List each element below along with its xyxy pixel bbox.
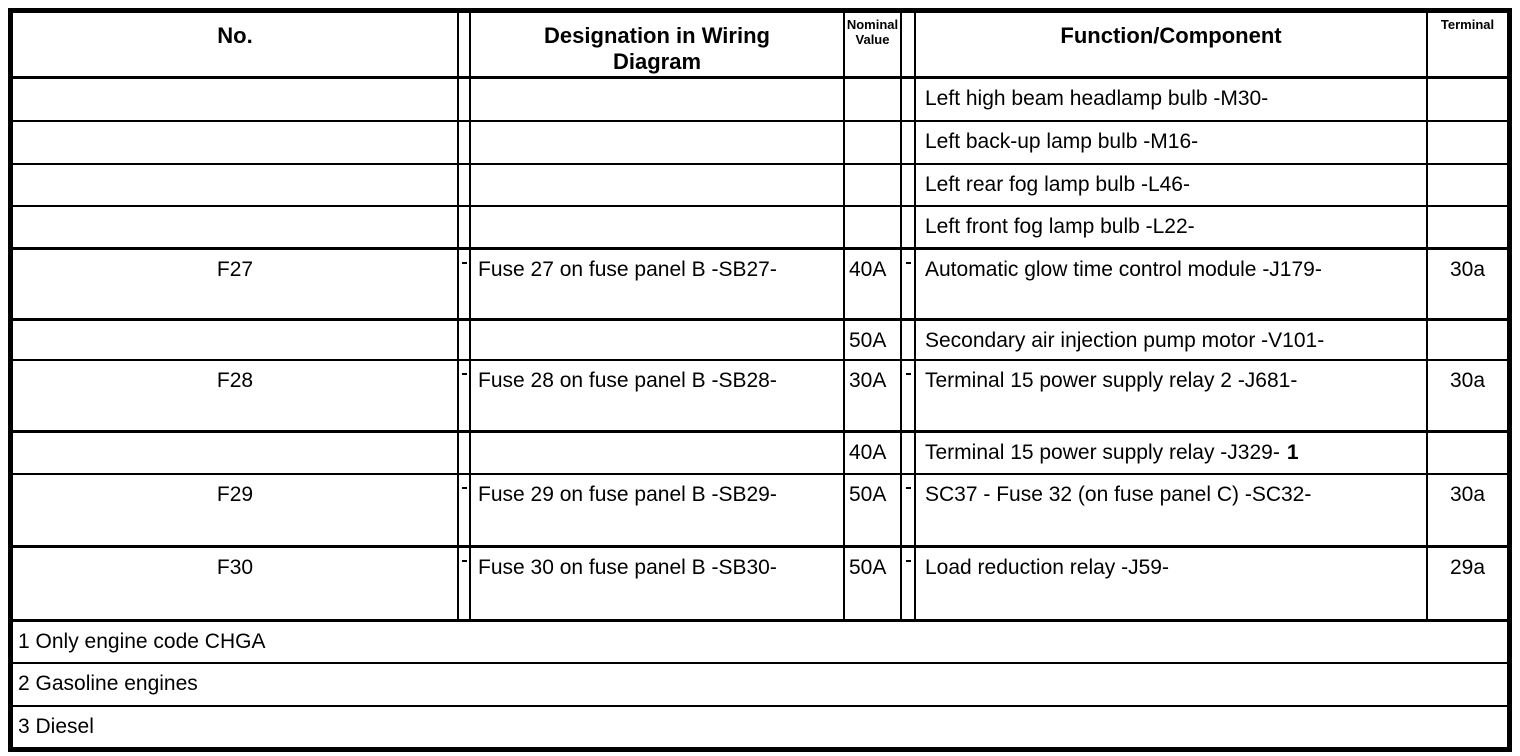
header-designation [471, 13, 845, 76]
nominal-cell: 50A [845, 475, 902, 545]
terminal-cell [1428, 321, 1507, 359]
table-header-row [13, 13, 1507, 79]
header-no: No. [13, 13, 459, 76]
no-cell [13, 433, 459, 473]
designation-cell: Fuse 29 on fuse panel B -SB29- [471, 475, 845, 545]
no-cell [13, 79, 459, 120]
terminal-cell [1428, 165, 1507, 205]
table-row [13, 165, 1507, 207]
table-row [13, 79, 1507, 122]
mark-cell-a [459, 207, 471, 247]
table-row [13, 361, 1507, 433]
terminal-cell [1428, 433, 1507, 473]
table-row [13, 475, 1507, 548]
terminal-cell [1428, 122, 1507, 163]
terminal-cell: 30a [1449, 369, 1486, 392]
nominal-cell: 50A [845, 548, 902, 619]
designation-cell [471, 321, 845, 359]
terminal-cell: 30a [1449, 483, 1486, 506]
nominal-cell [845, 122, 902, 163]
terminal-cell: 30a [1449, 258, 1486, 281]
function-cell [916, 433, 1428, 473]
mark-cell-b [902, 250, 916, 318]
no-cell [13, 165, 459, 205]
function-cell: Terminal 15 power supply relay 2 -J681- [916, 361, 1428, 430]
mark-cell-b [902, 433, 916, 473]
footnote-mark-icon [906, 560, 911, 562]
function-cell: Secondary air injection pump motor -V101- [916, 321, 1428, 359]
table-row [13, 548, 1507, 622]
nominal-cell: 50A [845, 321, 902, 359]
terminal-cell: 29a [1449, 556, 1486, 579]
mark-cell-b [902, 207, 916, 247]
function-cell: Load reduction relay -J59- [916, 548, 1428, 619]
footnote-row: 2 Gasoline engines [13, 664, 1507, 707]
table-row [13, 122, 1507, 165]
mark-cell-a [459, 122, 471, 163]
nominal-cell: 40A [845, 433, 902, 473]
header-designation-label: Designation in Wiring Diagram [544, 23, 770, 74]
function-cell: Left rear fog lamp bulb -L46- [916, 165, 1428, 205]
terminal-cell [1428, 79, 1507, 120]
nominal-cell: 30A [845, 361, 902, 430]
header-spacer-a [459, 13, 471, 76]
no-cell [13, 207, 459, 247]
mark-cell-b [902, 122, 916, 163]
designation-cell [471, 433, 845, 473]
no-cell [13, 321, 459, 359]
terminal-cell [1428, 207, 1507, 247]
footnote-row: 1 Only engine code CHGA [13, 622, 1507, 664]
footnote-ref: 1 [1286, 441, 1299, 464]
footnote-mark-icon [906, 487, 911, 489]
footnote-mark-icon [906, 373, 911, 375]
function-cell: Automatic glow time control module -J179- [916, 250, 1428, 318]
function-cell: Left front fog lamp bulb -L22- [916, 207, 1428, 247]
table-row [13, 207, 1507, 250]
mark-cell-a [459, 475, 471, 545]
footnote-mark-icon [906, 262, 911, 264]
mark-cell-b [902, 321, 916, 359]
mark-cell-a [459, 79, 471, 120]
nominal-cell [845, 79, 902, 120]
footnote-mark-icon [462, 373, 467, 375]
no-cell [13, 122, 459, 163]
footnote-mark-icon [462, 487, 467, 489]
header-nominal-value: Nominal Value [845, 13, 902, 76]
designation-cell: Fuse 30 on fuse panel B -SB30- [471, 548, 845, 619]
designation-cell [471, 165, 845, 205]
header-terminal: Terminal [1440, 17, 1495, 32]
function-cell: Left high beam headlamp bulb -M30- [916, 79, 1428, 120]
footnote-row: 3 Diesel [18, 715, 94, 738]
mark-cell-b [902, 548, 916, 619]
mark-cell-a [459, 433, 471, 473]
footnote-mark-icon [462, 262, 467, 264]
designation-cell: Fuse 28 on fuse panel B -SB28- [471, 361, 845, 430]
mark-cell-b [902, 165, 916, 205]
table-row [13, 250, 1507, 321]
function-text: Terminal 15 power supply relay -J329- [925, 441, 1280, 464]
no-cell: F27 [13, 250, 459, 318]
mark-cell-a [459, 250, 471, 318]
nominal-cell [845, 207, 902, 247]
nominal-cell [845, 165, 902, 205]
mark-cell-a [459, 361, 471, 430]
mark-cell-b [902, 475, 916, 545]
mark-cell-b [902, 79, 916, 120]
footnote-mark-icon [462, 560, 467, 562]
mark-cell-a [459, 165, 471, 205]
designation-cell: Fuse 27 on fuse panel B -SB27- [471, 250, 845, 318]
no-cell: F30 [13, 548, 459, 619]
mark-cell-a [459, 548, 471, 619]
function-cell: SC37 - Fuse 32 (on fuse panel C) -SC32- [916, 475, 1428, 545]
designation-cell [471, 79, 845, 120]
header-spacer-b [902, 13, 916, 76]
function-cell: Left back-up lamp bulb -M16- [916, 122, 1428, 163]
no-cell: F29 [13, 475, 459, 545]
mark-cell-b [902, 361, 916, 430]
table-row [13, 433, 1507, 475]
fuse-table [8, 8, 1512, 752]
table-row [13, 321, 1507, 361]
designation-cell [471, 207, 845, 247]
designation-cell [471, 122, 845, 163]
header-function: Function/Component [916, 13, 1428, 76]
nominal-cell: 40A [845, 250, 902, 318]
mark-cell-a [459, 321, 471, 359]
no-cell: F28 [13, 361, 459, 430]
